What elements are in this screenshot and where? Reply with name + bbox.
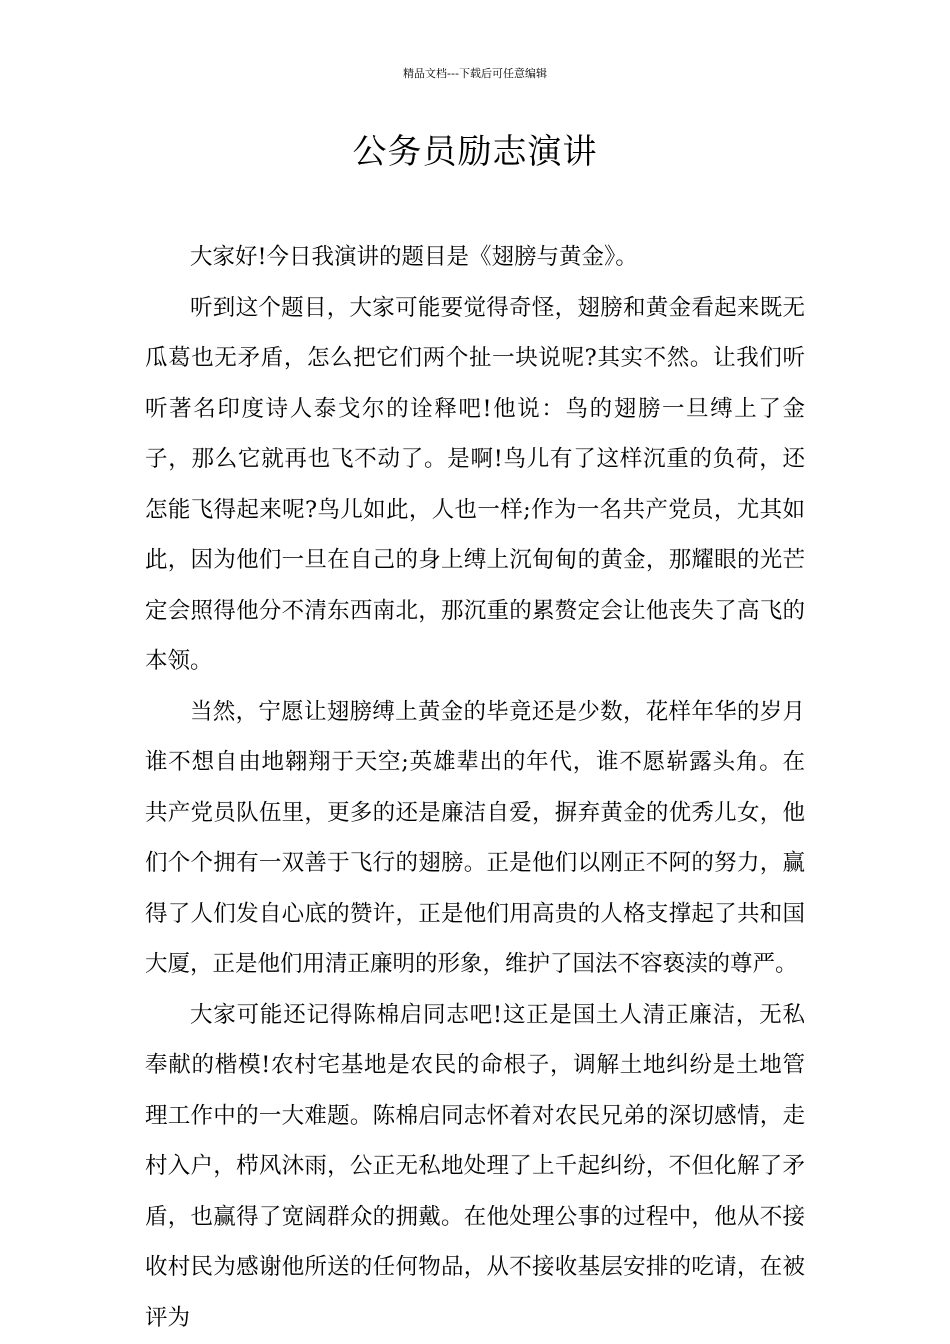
header-note: 精品文档---下载后可任意编辑	[403, 67, 547, 80]
paragraph-4: 大家可能还记得陈棉启同志吧!这正是国土人清正廉洁，无私奉献的楷模!农村宅基地是农民的命根子，调解土地纠纷是土地管理工作中的一大难题。陈棉启同志怀着对农民兄弟的深切感情，走村入户，栉风沐雨，公正无私地处理了上千起纠纷，不但化解了矛盾，也赢得了宽阔群众的拥戴。在他处理公事的过程中，他从不接收村民为感谢他所送的任何物品，从不接收基层安排的吃请，在被评为	[145, 1001, 805, 1331]
paragraph-3: 当然，宁愿让翅膀缚上黄金的毕竟还是少数，花样年华的岁月谁不想自由地翱翔于天空;英雄辈出的年代，谁不愿崭露头角。在共产党员队伍里，更多的还是廉洁自爱，摒弃黄金的优秀儿女，他们个个拥有一双善于飞行的翅膀。正是他们以刚正不阿的努力，赢得了人们发自心底的赞许，正是他们用高贵的人格支撑起了共和国大厦，正是他们用清正廉明的形象，维护了国法不容亵渎的尊严。	[145, 698, 805, 977]
document-title: 公务员励志演讲	[352, 132, 598, 172]
paragraph-1: 大家好!今日我演讲的题目是《翅膀与黄金》。	[190, 244, 638, 270]
document-body	[145, 232, 805, 1343]
paragraph-2: 听到这个题目，大家可能要觉得奇怪，翅膀和黄金看起来既无瓜葛也无矛盾，怎么把它们两个扯一块说呢?其实不然。让我们听听著名印度诗人泰戈尔的诠释吧!他说：鸟的翅膀一旦缚上了金子，那么它就再也飞不动了。是啊!鸟儿有了这样沉重的负荷，还怎能飞得起来呢?鸟儿如此，人也一样;作为一名共产党员，尤其如此，因为他们一旦在自己的身上缚上沉甸甸的黄金，那耀眼的光芒定会照得他分不清东西南北，那沉重的累赘定会让他丧失了高飞的本领。	[145, 294, 805, 674]
